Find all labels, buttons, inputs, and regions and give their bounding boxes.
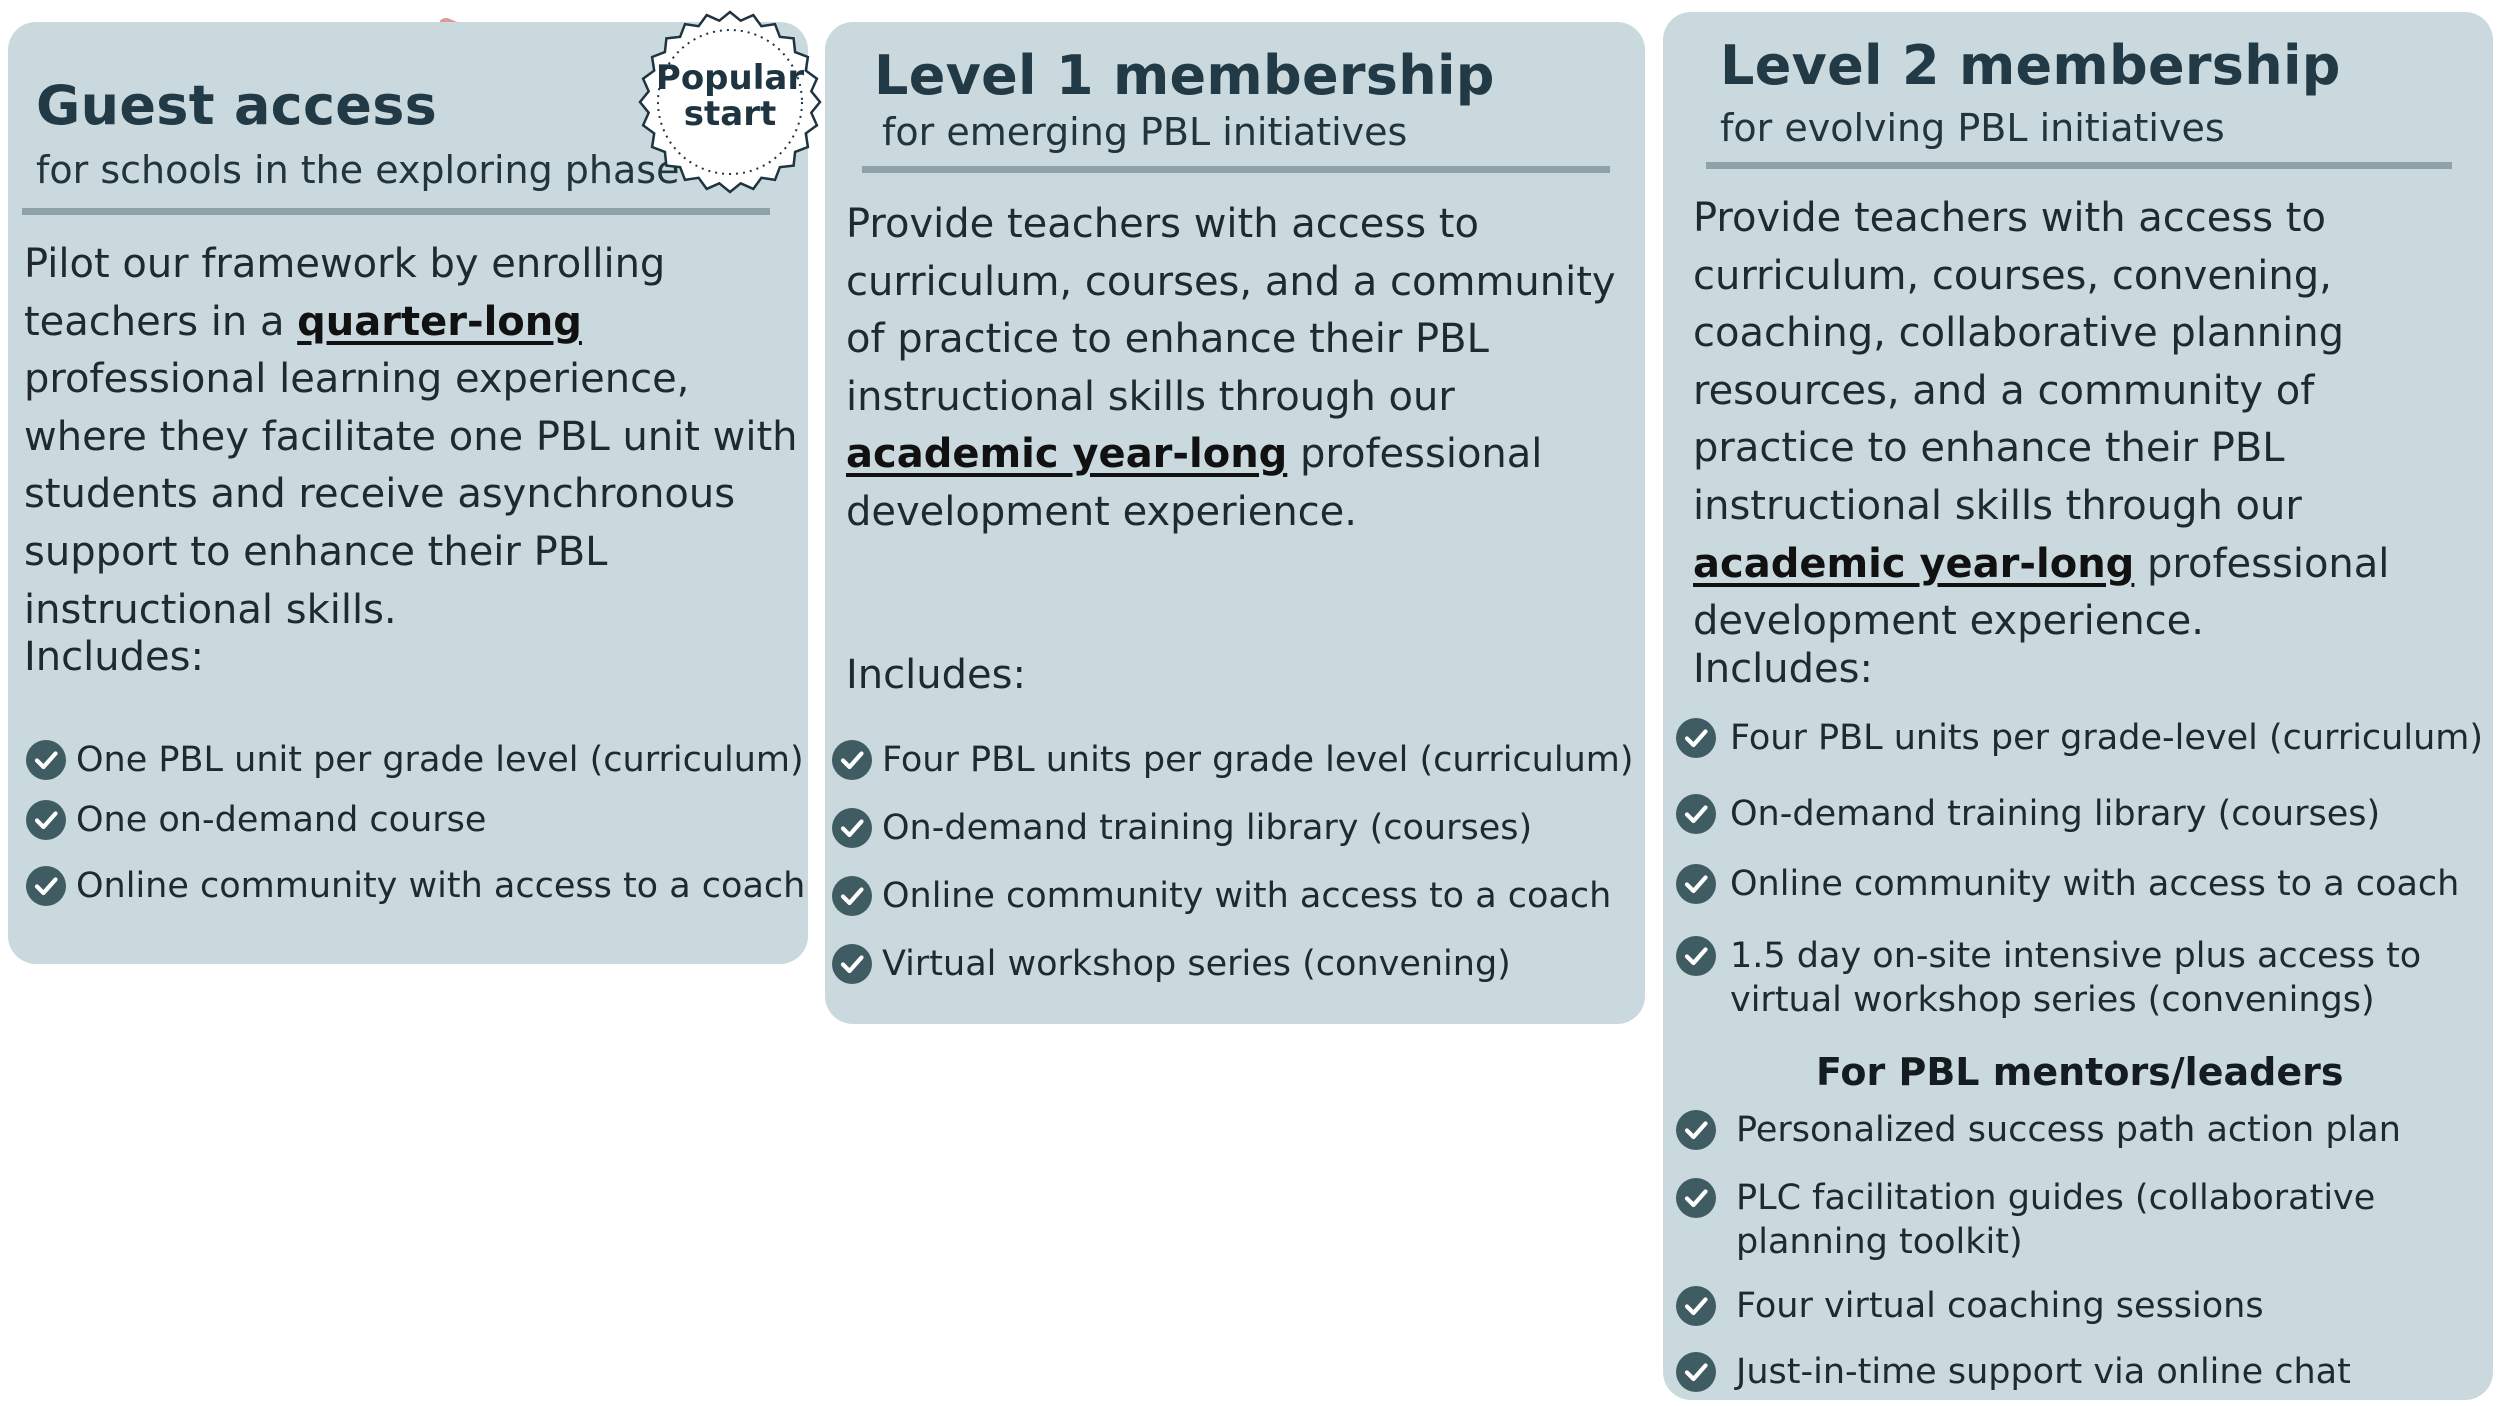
level2-desc-text: Provide teachers with access to curriculum, courses, convening, coaching, collaborative planning resources, and a community of practice to enhance their PBL instructional skills through our bbox=[1693, 195, 2344, 529]
list-item-text: Just-in-time support via online chat bbox=[1736, 1352, 2351, 1392]
list-item-text: Online community with access to a coach bbox=[76, 866, 806, 906]
level2-desc-text-end: professional development experience. bbox=[1693, 540, 2390, 645]
guest-desc-text-end: professional learning experience, where they facilitate one PBL unit with students and receive asynchronous support to enhance their PBL instructional skills. bbox=[24, 356, 798, 633]
check-icon bbox=[832, 740, 872, 780]
list-item-text: 1.5 day on-site intensive plus access to bbox=[1730, 936, 2422, 976]
level1-title: Level 1 membership bbox=[874, 44, 1495, 107]
level1-description bbox=[846, 196, 1636, 542]
check-icon bbox=[1676, 1110, 1716, 1150]
list-item-text: Virtual workshop series (convening) bbox=[882, 944, 1511, 984]
guest-desc-emphasis: quarter-long bbox=[297, 298, 582, 345]
check-icon bbox=[1676, 718, 1716, 758]
guest-desc-text: Pilot our framework by enrolling teachers in a bbox=[24, 241, 666, 345]
list-item-text: Four virtual coaching sessions bbox=[1736, 1286, 2264, 1326]
level1-desc-emphasis: academic year-long bbox=[846, 431, 1288, 478]
badge-label-line1: Popular bbox=[655, 58, 805, 98]
list-item-text: Online community with access to a coach bbox=[882, 876, 1612, 916]
check-icon bbox=[832, 808, 872, 848]
level2-divider bbox=[1706, 162, 2452, 169]
guest-description bbox=[24, 236, 814, 639]
list-item-text: PLC facilitation guides (collaborative bbox=[1736, 1178, 2376, 1218]
guest-divider bbox=[22, 208, 770, 215]
check-icon bbox=[26, 866, 66, 906]
list-item-text: One PBL unit per grade level (curriculum) bbox=[76, 740, 804, 780]
level2-subtitle: for evolving PBL initiatives bbox=[1720, 106, 2225, 150]
check-icon bbox=[832, 876, 872, 916]
level2-mentors-heading: For PBL mentors/leaders bbox=[1816, 1050, 2344, 1094]
level1-desc-text-end: professional development experience. bbox=[846, 431, 1543, 535]
list-item-text: virtual workshop series (convenings) bbox=[1730, 980, 2375, 1020]
guest-access-subtitle: for schools in the exploring phase bbox=[36, 148, 680, 192]
list-item-text: Four PBL units per grade-level (curriculum) bbox=[1730, 718, 2484, 758]
level2-title: Level 2 membership bbox=[1720, 34, 2341, 97]
check-icon bbox=[26, 740, 66, 780]
level1-subtitle: for emerging PBL initiatives bbox=[882, 110, 1408, 154]
check-icon bbox=[26, 800, 66, 840]
level2-desc-emphasis: academic year-long bbox=[1693, 540, 2135, 587]
level1-includes-label: Includes: bbox=[846, 652, 1026, 698]
guest-access-title: Guest access bbox=[36, 74, 438, 137]
list-item-text: On-demand training library (courses) bbox=[1730, 794, 2381, 834]
check-icon bbox=[832, 944, 872, 984]
level2-includes-label: Includes: bbox=[1693, 646, 1873, 692]
check-icon bbox=[1676, 1286, 1716, 1326]
check-icon bbox=[1676, 936, 1716, 976]
popular-start-label bbox=[636, 60, 824, 132]
level2-description bbox=[1693, 190, 2483, 651]
list-item-text: On-demand training library (courses) bbox=[882, 808, 1533, 848]
check-icon bbox=[1676, 864, 1716, 904]
check-icon bbox=[1676, 1178, 1716, 1218]
list-item-text: One on-demand course bbox=[76, 800, 487, 840]
check-icon bbox=[1676, 1352, 1716, 1392]
check-icon bbox=[1676, 794, 1716, 834]
guest-includes-label: Includes: bbox=[24, 634, 204, 680]
level1-desc-text: Provide teachers with access to curriculum, courses, and a community of practice to enhance their PBL instructional skills through our bbox=[846, 201, 1616, 420]
level1-divider bbox=[862, 166, 1610, 173]
list-item-text: planning toolkit) bbox=[1736, 1222, 2023, 1262]
list-item-text: Personalized success path action plan bbox=[1736, 1110, 2401, 1150]
list-item-text: Online community with access to a coach bbox=[1730, 864, 2460, 904]
badge-label-line2: start bbox=[683, 94, 777, 134]
list-item-text: Four PBL units per grade level (curriculum) bbox=[882, 740, 1634, 780]
